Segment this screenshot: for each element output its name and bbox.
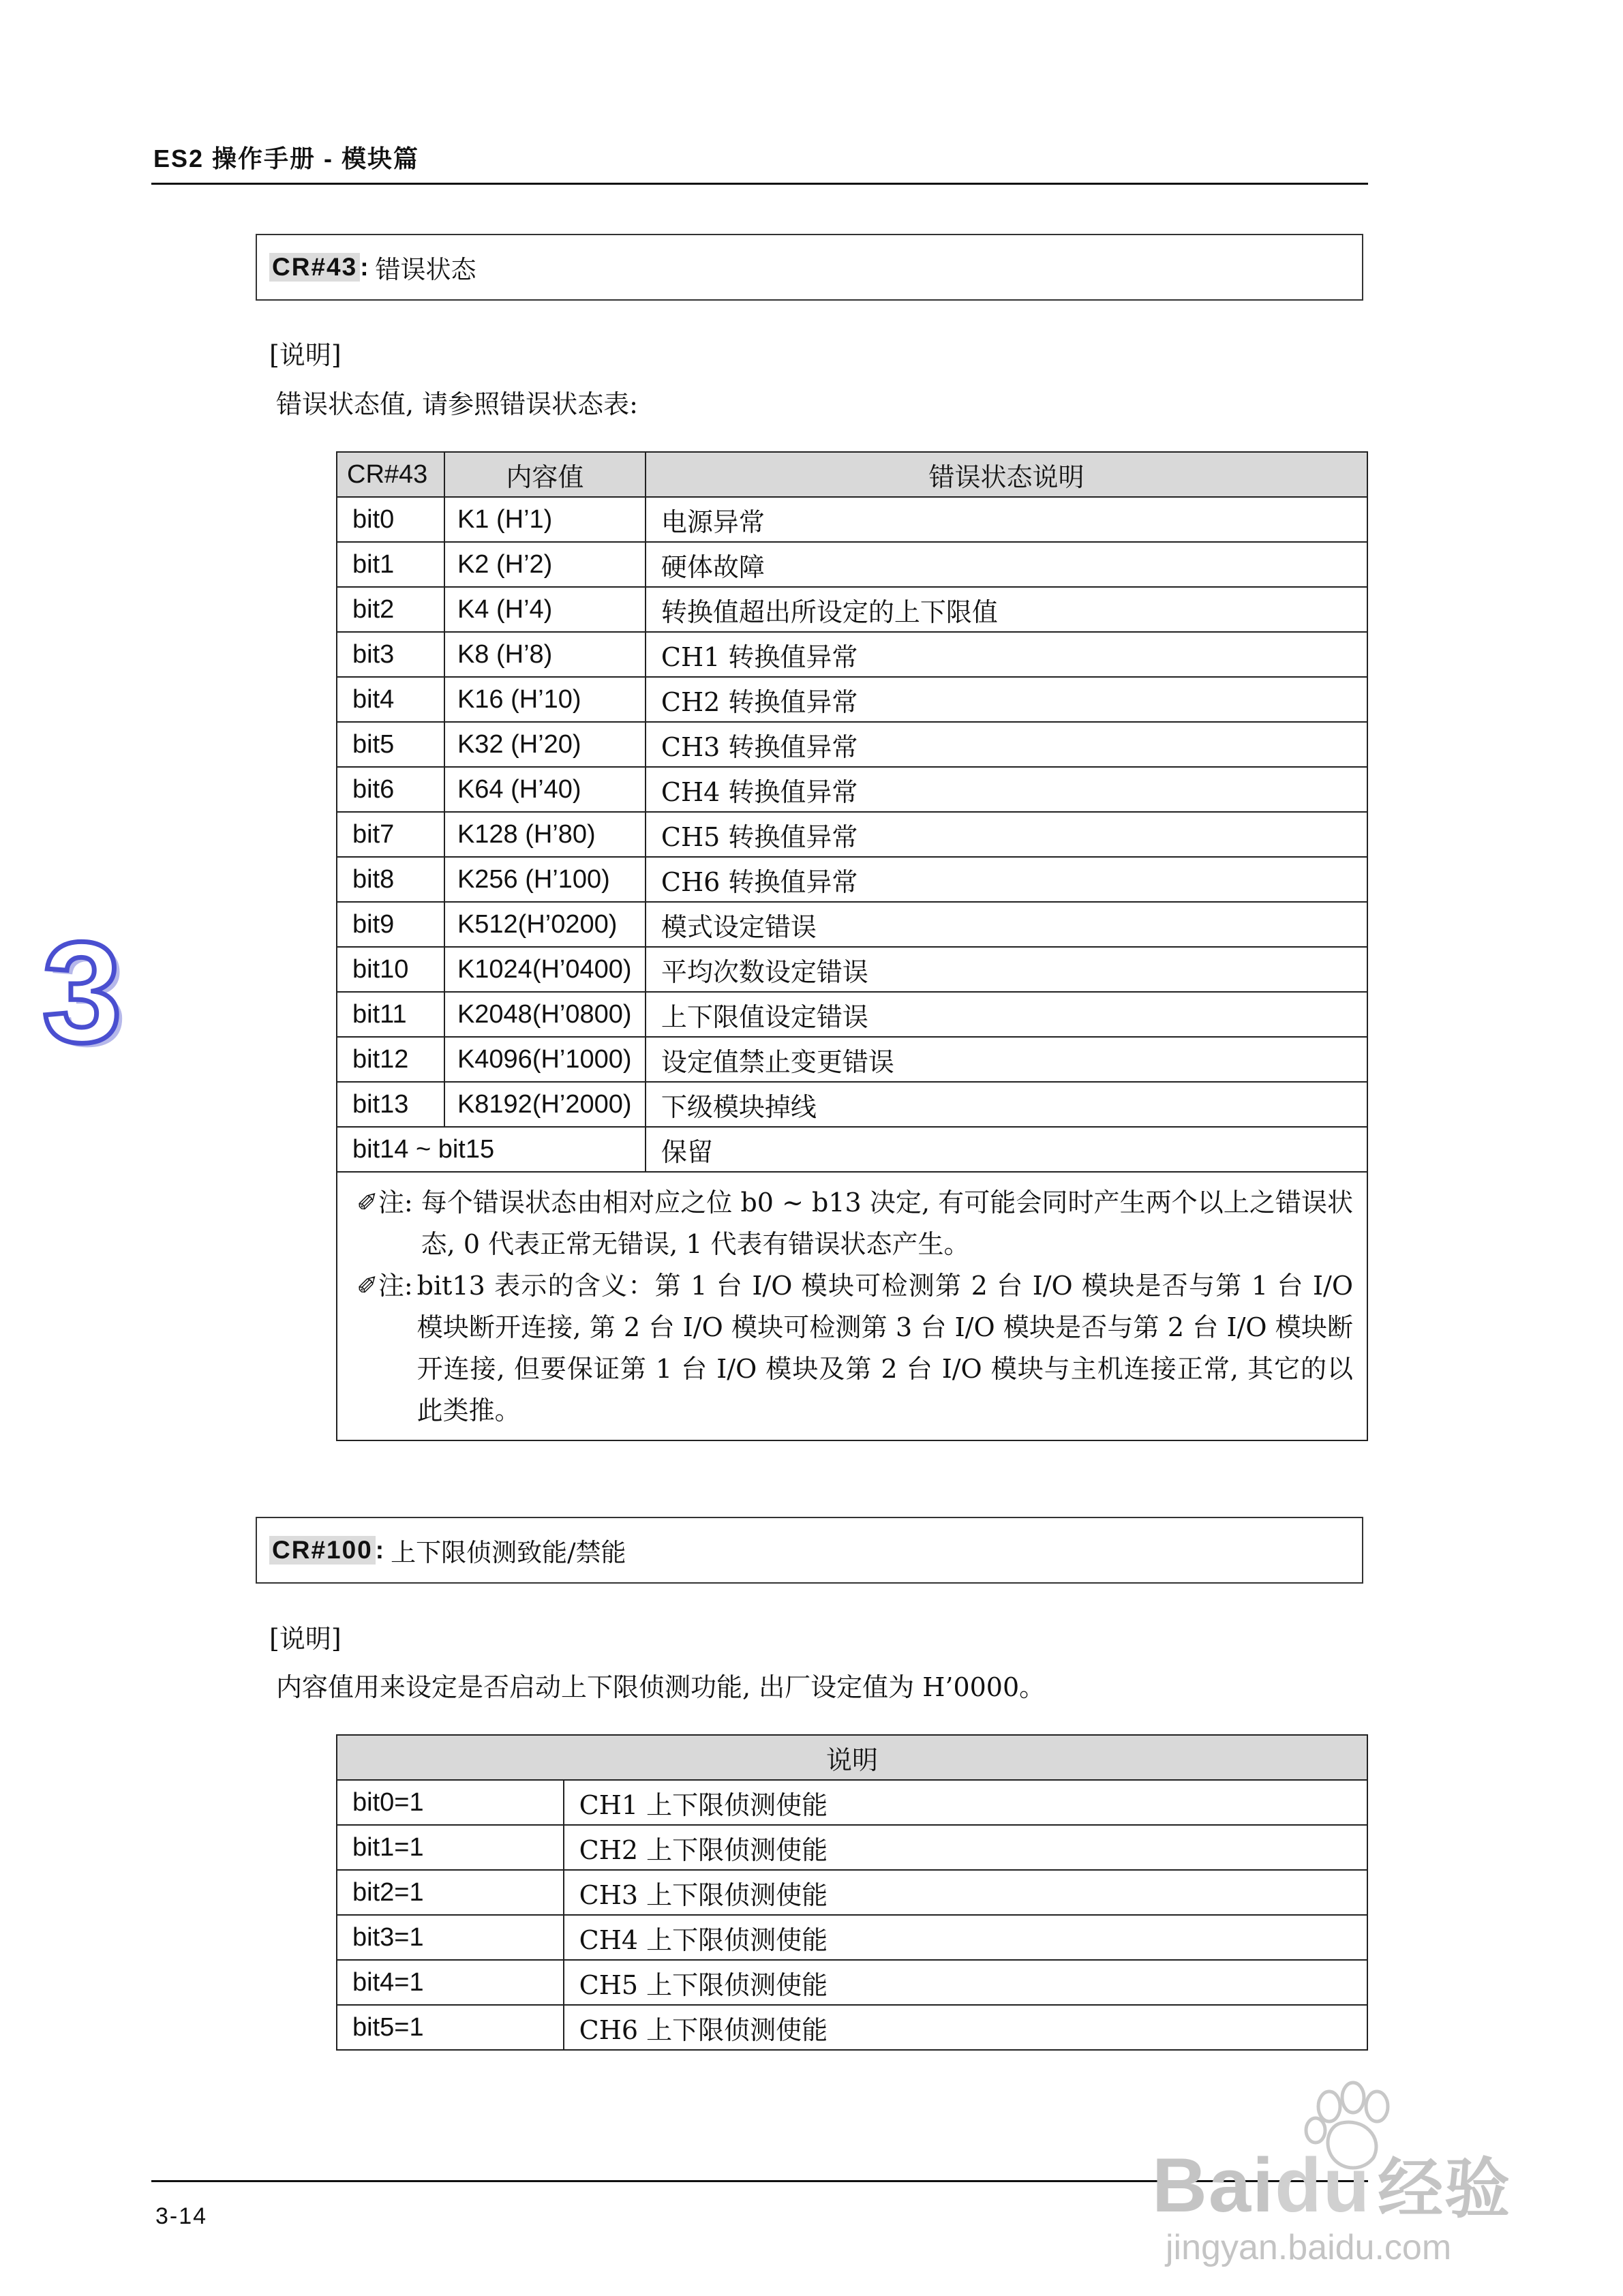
note-2-text: bit13 表示的含义：第 1 台 I/O 模块可检测第 2 台 I/O 模块是否与第 1 台 I/O 模块断开连接, 第 2 台 I/O 模块可检测第 3 台 I/O 模块是否与第 2 台 I/O 模块断开连接, 但要保证第 1 台 I/O 模块及第 2 台 I/O 模块与主机连接正常, 其它的以此类推。: [416, 1271, 1353, 1425]
section-cr100-title: 上下限侦测致能/禁能: [391, 1538, 626, 1567]
desc-cell: CH2 转换值异常: [646, 677, 1367, 722]
value-cell: K64 (H’40): [444, 767, 646, 812]
table-row: [337, 992, 1367, 1037]
table-row: [337, 587, 1367, 632]
bit-cell: bit10: [337, 947, 444, 992]
value-cell: K2048(H’0800): [444, 992, 646, 1037]
table-row: [337, 542, 1367, 587]
value-cell: K4 (H’4): [444, 587, 646, 632]
reserved-bits: bit14 ~ bit15: [337, 1127, 646, 1172]
bit-cell: bit3=1: [337, 1915, 564, 1960]
bit-cell: bit8: [337, 857, 444, 902]
bit-cell: bit0=1: [337, 1780, 564, 1825]
watermark-logo: [1145, 2069, 1554, 2274]
bit-cell: bit9: [337, 902, 444, 947]
watermark-brand-left: Bai: [1152, 2143, 1275, 2228]
bit-cell: bit1=1: [337, 1825, 564, 1870]
error-status-table-header: [337, 452, 1367, 497]
desc-cell: CH4 上下限侦测使能: [564, 1915, 1367, 1960]
watermark-brand-cn: 经验: [1378, 2151, 1512, 2227]
value-cell: K1 (H’1): [444, 497, 646, 542]
watermark-url: jingyan.baidu.com: [1166, 2228, 1452, 2267]
table-row: [337, 1780, 1367, 1825]
value-cell: K128 (H’80): [444, 812, 646, 857]
table-row: [337, 497, 1367, 542]
table-row: [337, 947, 1367, 992]
limit-detect-table-header: [337, 1735, 1367, 1780]
desc-cell: CH6 转换值异常: [646, 857, 1367, 902]
table-row: [337, 1960, 1367, 2005]
table-row: [337, 1915, 1367, 1960]
desc-cell: CH5 转换值异常: [646, 812, 1367, 857]
chapter-number-mark: 3: [42, 912, 122, 1072]
desc-cell: CH1 转换值异常: [646, 632, 1367, 677]
bit-cell: bit1: [337, 542, 444, 587]
bit-cell: bit5=1: [337, 2005, 564, 2050]
desc-cell: 下级模块掉线: [646, 1082, 1367, 1127]
value-cell: K1024(H’0400): [444, 947, 646, 992]
section-cr100-label: [说明]: [269, 1624, 342, 1654]
section-cr43-code: CR#43: [269, 253, 360, 282]
section-cr100-heading: [256, 1517, 1363, 1584]
section-cr43-colon: :: [360, 253, 369, 281]
value-cell: K16 (H’10): [444, 677, 646, 722]
section-cr100-colon: :: [375, 1536, 384, 1564]
table-row: [337, 857, 1367, 902]
value-cell: K4096(H’1000): [444, 1037, 646, 1082]
value-cell: K512(H’0200): [444, 902, 646, 947]
bit-cell: bit7: [337, 812, 444, 857]
bit-cell: bit4=1: [337, 1960, 564, 2005]
bit-cell: bit5: [337, 722, 444, 767]
reserved-desc: 保留: [646, 1127, 1367, 1172]
bit-cell: bit3: [337, 632, 444, 677]
desc-cell: 硬体故障: [646, 542, 1367, 587]
table-row: [337, 767, 1367, 812]
desc-cell: CH3 转换值异常: [646, 722, 1367, 767]
notes-cell: [337, 1172, 1367, 1440]
table-row-notes: [337, 1172, 1367, 1440]
value-cell: K32 (H’20): [444, 722, 646, 767]
section-cr43-label: [说明]: [269, 340, 342, 370]
bit-cell: bit2=1: [337, 1870, 564, 1915]
bit-cell: bit11: [337, 992, 444, 1037]
desc-cell: 模式设定错误: [646, 902, 1367, 947]
desc-cell: CH4 转换值异常: [646, 767, 1367, 812]
bit-cell: bit2: [337, 587, 444, 632]
page-number: 3-14: [155, 2203, 208, 2229]
table-row: [337, 677, 1367, 722]
bit-cell: bit13: [337, 1082, 444, 1127]
desc-cell: CH6 上下限侦测使能: [564, 2005, 1367, 2050]
table-row: [337, 902, 1367, 947]
note-1-mark: ✐注:: [357, 1188, 413, 1218]
header-cr43: CR#43: [337, 452, 444, 497]
section-cr100-code: CR#100: [269, 1536, 376, 1565]
header-error-description: 错误状态说明: [646, 452, 1367, 497]
value-cell: K8192(H’2000): [444, 1082, 646, 1127]
note-1-text: 每个错误状态由相对应之位 b0 ~ b13 决定, 有可能会同时产生两个以上之错误状态, 0 代表正常无错误, 1 代表有错误状态产生。: [421, 1188, 1353, 1259]
table-row-reserved: [337, 1127, 1367, 1172]
table-row: [337, 1037, 1367, 1082]
note-1: [357, 1182, 1353, 1265]
table-row: [337, 632, 1367, 677]
desc-cell: 电源异常: [646, 497, 1367, 542]
value-cell: K256 (H’100): [444, 857, 646, 902]
section-cr43-description: 错误状态值, 请参照错误状态表:: [276, 389, 638, 419]
desc-cell: 设定值禁止变更错误: [646, 1037, 1367, 1082]
desc-cell: CH2 上下限侦测使能: [564, 1825, 1367, 1870]
desc-cell: 上下限值设定错误: [646, 992, 1367, 1037]
desc-cell: CH1 上下限侦测使能: [564, 1780, 1367, 1825]
desc-cell: 平均次数设定错误: [646, 947, 1367, 992]
note-2: [357, 1265, 1353, 1432]
table-row: [337, 1082, 1367, 1127]
limit-detect-table: [336, 1734, 1368, 2051]
header-content-value: 内容值: [444, 452, 646, 497]
section-cr100-description: 内容值用来设定是否启动上下限侦测功能, 出厂设定值为 H’0000。: [276, 1672, 1046, 1702]
section-cr43-heading: [256, 234, 1363, 301]
error-status-table: [336, 451, 1368, 1441]
table-row: [337, 812, 1367, 857]
section-cr43-title: 错误状态: [375, 255, 476, 284]
bit-cell: bit6: [337, 767, 444, 812]
value-cell: K8 (H’8): [444, 632, 646, 677]
page-header-title: ES2 操作手册 - 模块篇: [153, 145, 420, 172]
desc-cell: 转换值超出所设定的上下限值: [646, 587, 1367, 632]
bit-cell: bit12: [337, 1037, 444, 1082]
desc-cell: CH3 上下限侦测使能: [564, 1870, 1367, 1915]
table-row: [337, 1825, 1367, 1870]
header-divider: [151, 183, 1368, 185]
desc-cell: CH5 上下限侦测使能: [564, 1960, 1367, 2005]
header-description: 说明: [337, 1735, 1367, 1780]
note-2-mark: ✐注:: [357, 1271, 413, 1301]
watermark-brand-right: du: [1275, 2143, 1371, 2228]
table-row: [337, 2005, 1367, 2050]
value-cell: K2 (H’2): [444, 542, 646, 587]
table-row: [337, 722, 1367, 767]
bit-cell: bit4: [337, 677, 444, 722]
bit-cell: bit0: [337, 497, 444, 542]
table-row: [337, 1870, 1367, 1915]
